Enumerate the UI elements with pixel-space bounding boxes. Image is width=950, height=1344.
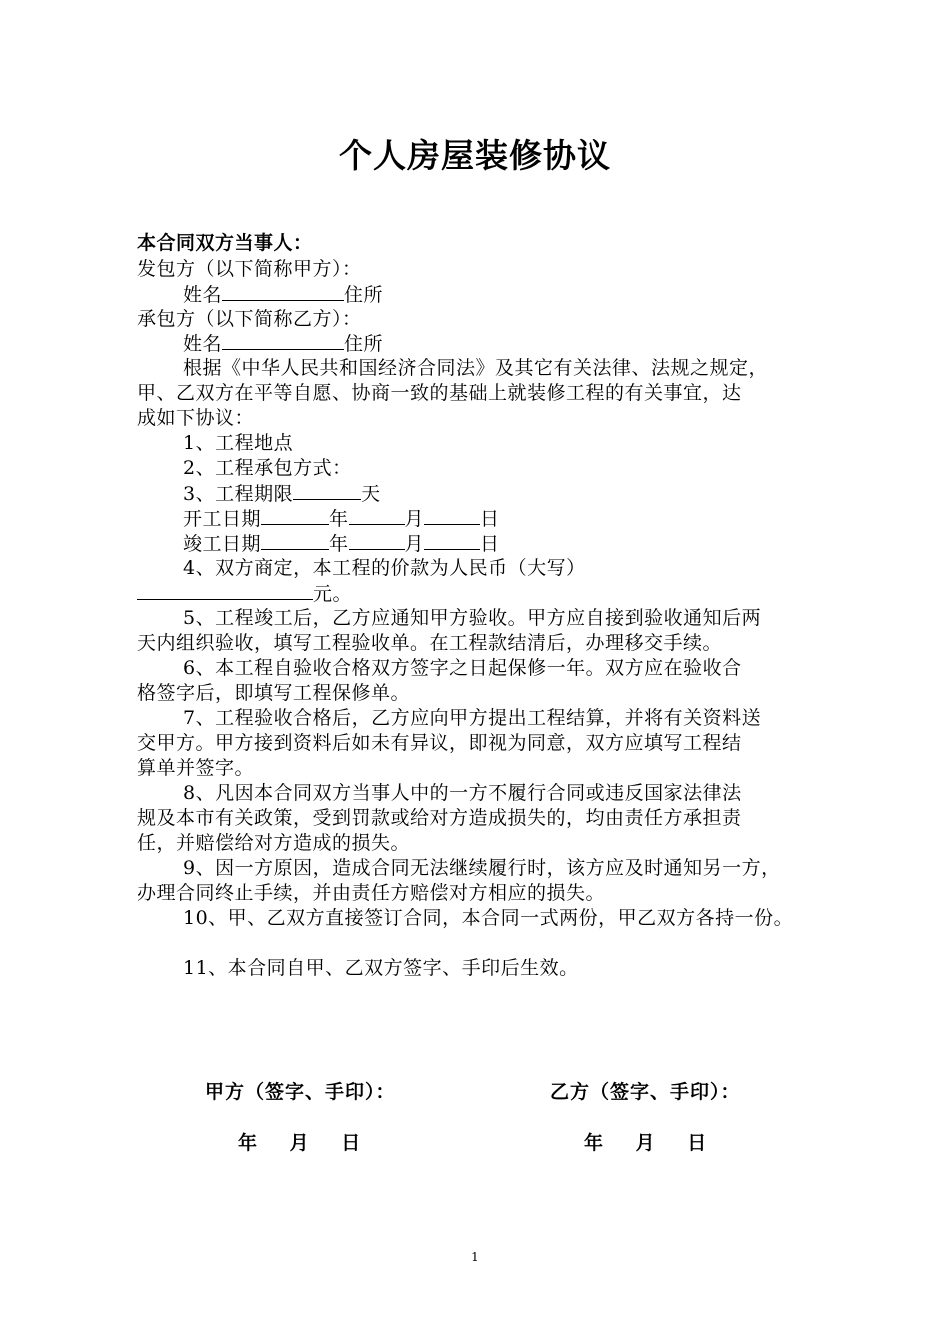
party-b-date: 年 月 日: [584, 1132, 707, 1154]
blank: [424, 531, 480, 550]
intro-line: 成如下协议：: [137, 407, 255, 429]
clause-3-text: 3、工程期限: [183, 483, 294, 505]
parties-heading: 本合同双方当事人：: [137, 232, 313, 254]
party-b-signature-label: 乙方（签字、手印）：: [550, 1081, 741, 1103]
clause-7: 算单并签字。: [137, 757, 255, 779]
clause-2: 2、工程承包方式：: [183, 457, 352, 479]
name-blank: [222, 331, 344, 350]
party-b-info: [183, 331, 383, 356]
clause-7: 7、工程验收合格后，乙方应向甲方提出工程结算，并将有关资料送: [183, 707, 762, 729]
blank: [349, 506, 405, 525]
name-blank: [222, 282, 344, 301]
party-a-info: [183, 282, 383, 307]
clause-3: [183, 481, 381, 506]
year-label: 年: [329, 533, 349, 555]
clause-6: 格签字后，即填写工程保修单。: [137, 682, 411, 704]
blank: [349, 531, 405, 550]
intro-line: 根据《中华人民共和国经济合同法》及其它有关法律、法规之规定，: [183, 357, 769, 379]
address-label: 住所: [344, 284, 384, 306]
clause-9: 9、因一方原因，造成合同无法继续履行时，该方应及时通知另一方，: [183, 857, 781, 879]
party-a-label: 发包方（以下简称甲方）：: [137, 258, 362, 280]
clause-11: 11、本合同自甲、乙双方签字、手印后生效。: [183, 957, 579, 979]
clause-5: 天内组织验收，填写工程验收单。在工程款结清后，办理移交手续。: [137, 632, 723, 654]
page-number: 1: [471, 1250, 479, 1264]
clause-4-amount: [137, 581, 352, 606]
blank: [261, 506, 329, 525]
clause-9: 办理合同终止手续，并由责任方赔偿对方相应的损失。: [137, 882, 606, 904]
clause-8: 任，并赔偿给对方造成的损失。: [137, 832, 411, 854]
clause-8: 规及本市有关政策，受到罚款或给对方造成损失的，均由责任方承担责: [137, 807, 742, 829]
address-label: 住所: [344, 333, 384, 355]
document-title: 个人房屋装修协议: [339, 136, 611, 175]
month-label: 月: [404, 508, 425, 530]
start-date: [183, 506, 500, 531]
day-label: 日: [480, 533, 500, 555]
party-b-label: 承包方（以下简称乙方）：: [137, 308, 362, 330]
clause-6: 6、本工程自验收合格双方签字之日起保修一年。双方应在验收合: [183, 657, 742, 679]
end-date: [183, 531, 500, 556]
start-date-label: 开工日期: [183, 508, 262, 530]
intro-line: 甲、乙双方在平等自愿、协商一致的基础上就装修工程的有关事宜，达: [137, 382, 742, 404]
party-a-signature-label: 甲方（签字、手印）：: [205, 1081, 396, 1103]
amount-blank: [137, 581, 313, 600]
clause-4: 4、双方商定，本工程的价款为人民币（大写）: [183, 557, 586, 579]
day-label: 日: [480, 508, 500, 530]
year-label: 年: [329, 508, 349, 530]
end-date-label: 竣工日期: [183, 533, 262, 555]
clause-7: 交甲方。甲方接到资料后如未有异议，即视为同意，双方应填写工程结: [137, 732, 742, 754]
name-label: 姓名: [183, 284, 223, 306]
amount-unit: 元。: [313, 583, 353, 605]
blank: [424, 506, 480, 525]
clause-8: 8、凡因本合同双方当事人中的一方不履行合同或违反国家法律法: [183, 782, 742, 804]
days-blank: [293, 481, 361, 500]
days-unit: 天: [361, 483, 381, 505]
month-label: 月: [404, 533, 425, 555]
clause-1: 1、工程地点: [183, 432, 294, 454]
name-label: 姓名: [183, 333, 223, 355]
blank: [261, 531, 329, 550]
clause-10: 10、甲、乙双方直接签订合同，本合同一式两份，甲乙双方各持一份。: [183, 907, 794, 929]
clause-5: 5、工程竣工后，乙方应通知甲方验收。甲方应自接到验收通知后两: [183, 607, 762, 629]
party-a-date: 年 月 日: [238, 1132, 361, 1154]
